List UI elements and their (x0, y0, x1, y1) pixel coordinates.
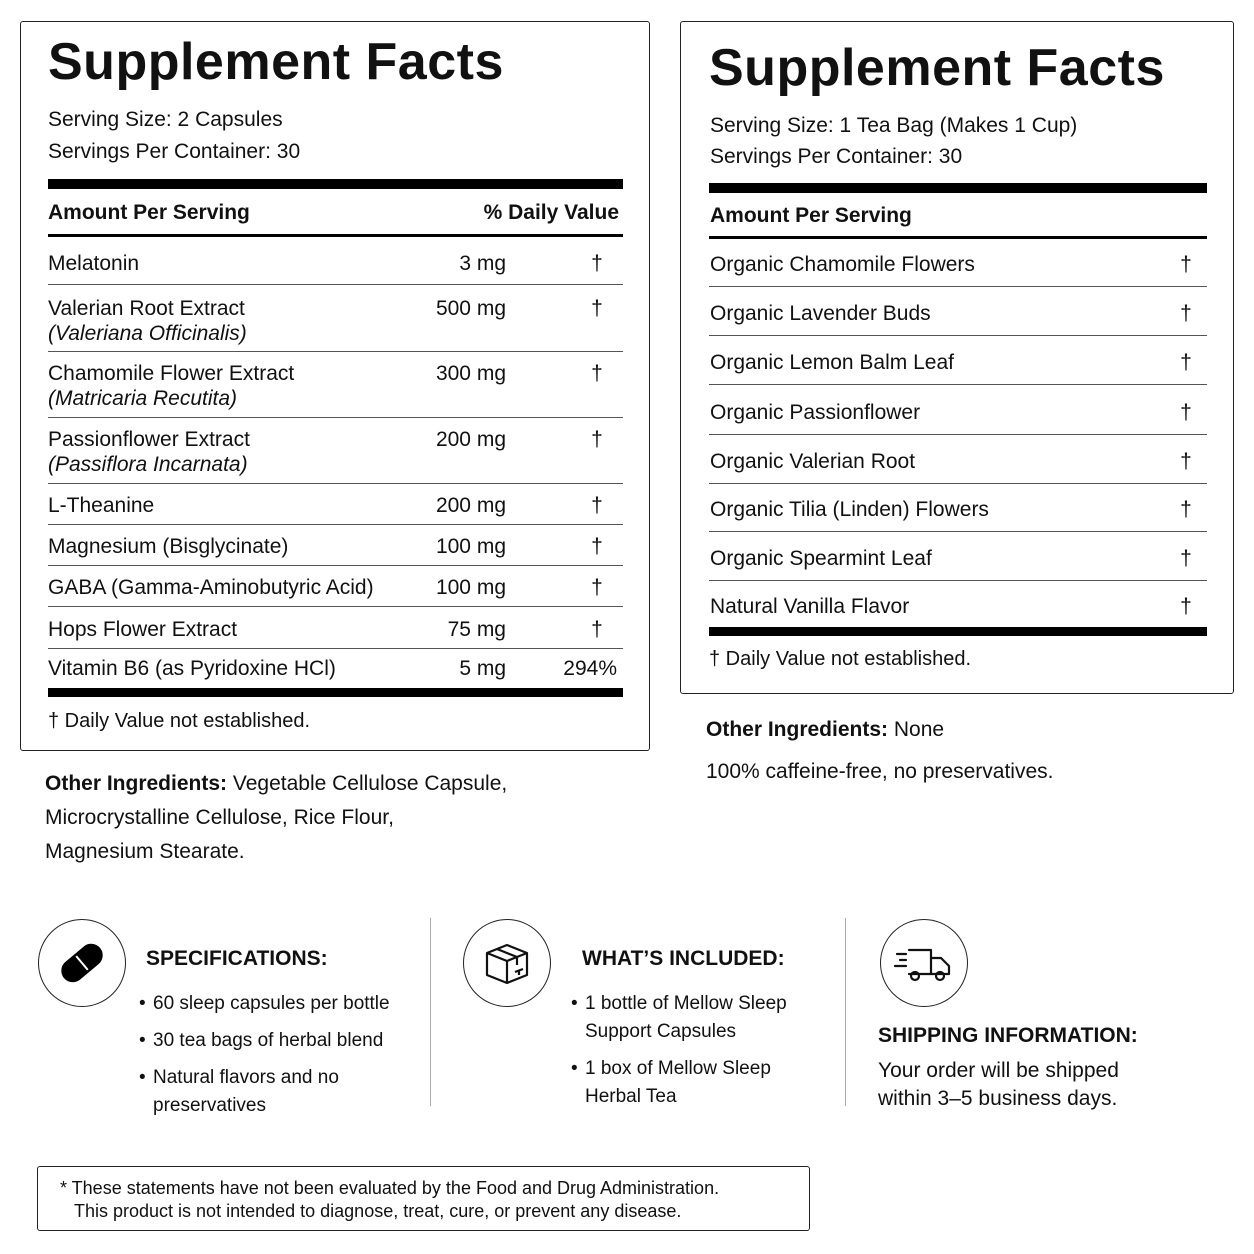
nutrient-daily-value: † (591, 297, 603, 320)
nutrient-amount: 100 mg (435, 576, 506, 599)
list-item: • 30 tea bags of herbal blend (139, 1027, 419, 1055)
whats-included-heading: WHAT’S INCLUDED: (582, 947, 785, 970)
nutrient-daily-value: 294% (563, 657, 617, 680)
ingredient-name: Organic Valerian Root (710, 450, 916, 473)
ingredient-name: Organic Passionflower (710, 401, 921, 424)
box-icon (479, 935, 535, 991)
specifications-list (139, 990, 419, 1129)
nutrient-latin-name: (Passiflora Incarnata) (48, 453, 248, 476)
daily-value-footnote: † Daily Value not established. (709, 648, 972, 670)
ingredient-name: Organic Chamomile Flowers (710, 253, 975, 276)
nutrient-amount: 3 mg (459, 252, 506, 275)
specifications-heading: SPECIFICATIONS: (146, 947, 328, 970)
other-ingredients-text: Microcrystalline Cellulose, Rice Flour, (45, 806, 394, 829)
nutrient-daily-value: † (591, 494, 603, 517)
other-ingredients-text: None (888, 718, 945, 741)
row-divider (48, 648, 623, 649)
row-divider (48, 284, 623, 285)
row-divider (709, 286, 1207, 287)
row-divider (48, 565, 623, 566)
serving-size: Serving Size: 2 Capsules (48, 108, 283, 131)
other-ingredients-label: Other Ingredients: (706, 718, 889, 741)
nutrient-name: L-Theanine (48, 494, 155, 517)
ingredient-name: Organic Spearmint Leaf (710, 547, 932, 570)
nutrient-daily-value: † (591, 252, 603, 275)
ingredient-daily-value: † (1180, 595, 1192, 618)
truck-icon-circle (880, 919, 968, 1007)
row-divider (709, 384, 1207, 385)
ingredient-daily-value: † (1180, 547, 1192, 570)
ingredient-daily-value: † (1180, 302, 1192, 325)
daily-value-footnote: † Daily Value not established. (48, 710, 311, 732)
nutrient-daily-value: † (591, 362, 603, 385)
nutrient-amount: 100 mg (435, 535, 506, 558)
medium-divider (709, 236, 1207, 239)
nutrient-amount: 5 mg (459, 657, 506, 680)
nutrient-amount: 500 mg (435, 297, 506, 320)
ingredient-name: Natural Vanilla Flavor (710, 595, 910, 618)
servings-per-container: Servings Per Container: 30 (48, 140, 301, 163)
nutrient-amount: 200 mg (435, 428, 506, 451)
nutrient-name: Vitamin B6 (as Pyridoxine HCl) (48, 657, 336, 680)
nutrient-name: Chamomile Flower Extract (48, 362, 295, 385)
other-ingredients-label: Other Ingredients: (45, 772, 228, 795)
row-divider (709, 531, 1207, 532)
daily-value-header: % Daily Value (483, 201, 619, 224)
list-item: • 1 box of Mellow Sleep Herbal Tea (571, 1055, 785, 1111)
list-item: • 60 sleep capsules per bottle (139, 990, 419, 1018)
nutrient-amount: 75 mg (447, 618, 506, 641)
panel-title: Supplement Facts (48, 33, 504, 91)
row-divider (48, 351, 623, 352)
other-ingredients-text: Magnesium Stearate. (45, 840, 245, 863)
shipping-heading: SHIPPING INFORMATION: (878, 1024, 1138, 1047)
ingredient-name: Organic Lavender Buds (710, 302, 931, 325)
tea-other-ingredients (706, 719, 944, 740)
capsule-icon (56, 937, 108, 989)
nutrient-daily-value: † (591, 618, 603, 641)
row-divider (48, 524, 623, 525)
row-divider (709, 335, 1207, 336)
whats-included-list (571, 990, 811, 1120)
row-divider (48, 483, 623, 484)
nutrient-daily-value: † (591, 576, 603, 599)
servings-per-container: Servings Per Container: 30 (710, 145, 963, 168)
list-item: • Natural flavors and no preservatives (139, 1064, 343, 1120)
panel-title: Supplement Facts (709, 39, 1165, 97)
list-item: • 1 bottle of Mellow Sleep Support Capsules (571, 990, 811, 1046)
capsules-other-ingredients (45, 771, 605, 865)
section-divider (845, 918, 846, 1106)
nutrient-latin-name: (Matricaria Recutita) (48, 387, 238, 410)
other-ingredients-text: Vegetable Cellulose Capsule, (227, 772, 508, 795)
thick-divider (709, 627, 1207, 636)
amount-per-serving-header: Amount Per Serving (48, 201, 250, 224)
thick-divider (48, 179, 623, 189)
disclaimer-line: * These statements have not been evaluated by the Food and Drug Administration. (60, 1178, 720, 1198)
nutrient-name: GABA (Gamma-Aminobutyric Acid) (48, 576, 374, 599)
nutrient-daily-value: † (591, 535, 603, 558)
truck-icon (893, 938, 955, 988)
nutrient-name: Passionflower Extract (48, 428, 250, 451)
row-divider (709, 580, 1207, 581)
nutrient-amount: 300 mg (435, 362, 506, 385)
row-divider (709, 483, 1207, 484)
ingredient-daily-value: † (1180, 498, 1192, 521)
nutrient-name: Magnesium (Bisglycinate) (48, 535, 289, 558)
nutrient-latin-name: (Valeriana Officinalis) (48, 322, 247, 345)
nutrient-name: Melatonin (48, 252, 140, 275)
shipping-text: Your order will be shipped within 3–5 business days. (878, 1059, 1119, 1110)
tea-supplement-facts-panel (680, 21, 1234, 694)
row-divider (709, 434, 1207, 435)
ingredient-daily-value: † (1180, 401, 1192, 424)
nutrient-name: Valerian Root Extract (48, 297, 245, 320)
amount-per-serving-header: Amount Per Serving (710, 204, 912, 227)
thick-divider (48, 688, 623, 697)
caffeine-free-note: 100% caffeine-free, no preservatives. (706, 760, 1054, 783)
section-divider (430, 918, 431, 1106)
thick-divider (709, 183, 1207, 193)
ingredient-daily-value: † (1180, 450, 1192, 473)
ingredient-name: Organic Tilia (Linden) Flowers (710, 498, 989, 521)
ingredient-daily-value: † (1180, 351, 1192, 374)
box-icon-circle (463, 919, 551, 1007)
medium-divider (48, 234, 623, 237)
disclaimer-line: This product is not intended to diagnose, treat, cure, or prevent any disease. (74, 1201, 682, 1221)
nutrient-amount: 200 mg (435, 494, 506, 517)
serving-size: Serving Size: 1 Tea Bag (Makes 1 Cup) (710, 114, 1078, 137)
ingredient-daily-value: † (1180, 253, 1192, 276)
nutrient-name: Hops Flower Extract (48, 618, 238, 641)
ingredient-name: Organic Lemon Balm Leaf (710, 351, 954, 374)
nutrient-daily-value: † (591, 428, 603, 451)
fda-disclaimer (37, 1166, 810, 1231)
row-divider (48, 417, 623, 418)
row-divider (48, 606, 623, 607)
capsule-icon-circle (38, 919, 126, 1007)
capsules-supplement-facts-panel (20, 21, 650, 751)
